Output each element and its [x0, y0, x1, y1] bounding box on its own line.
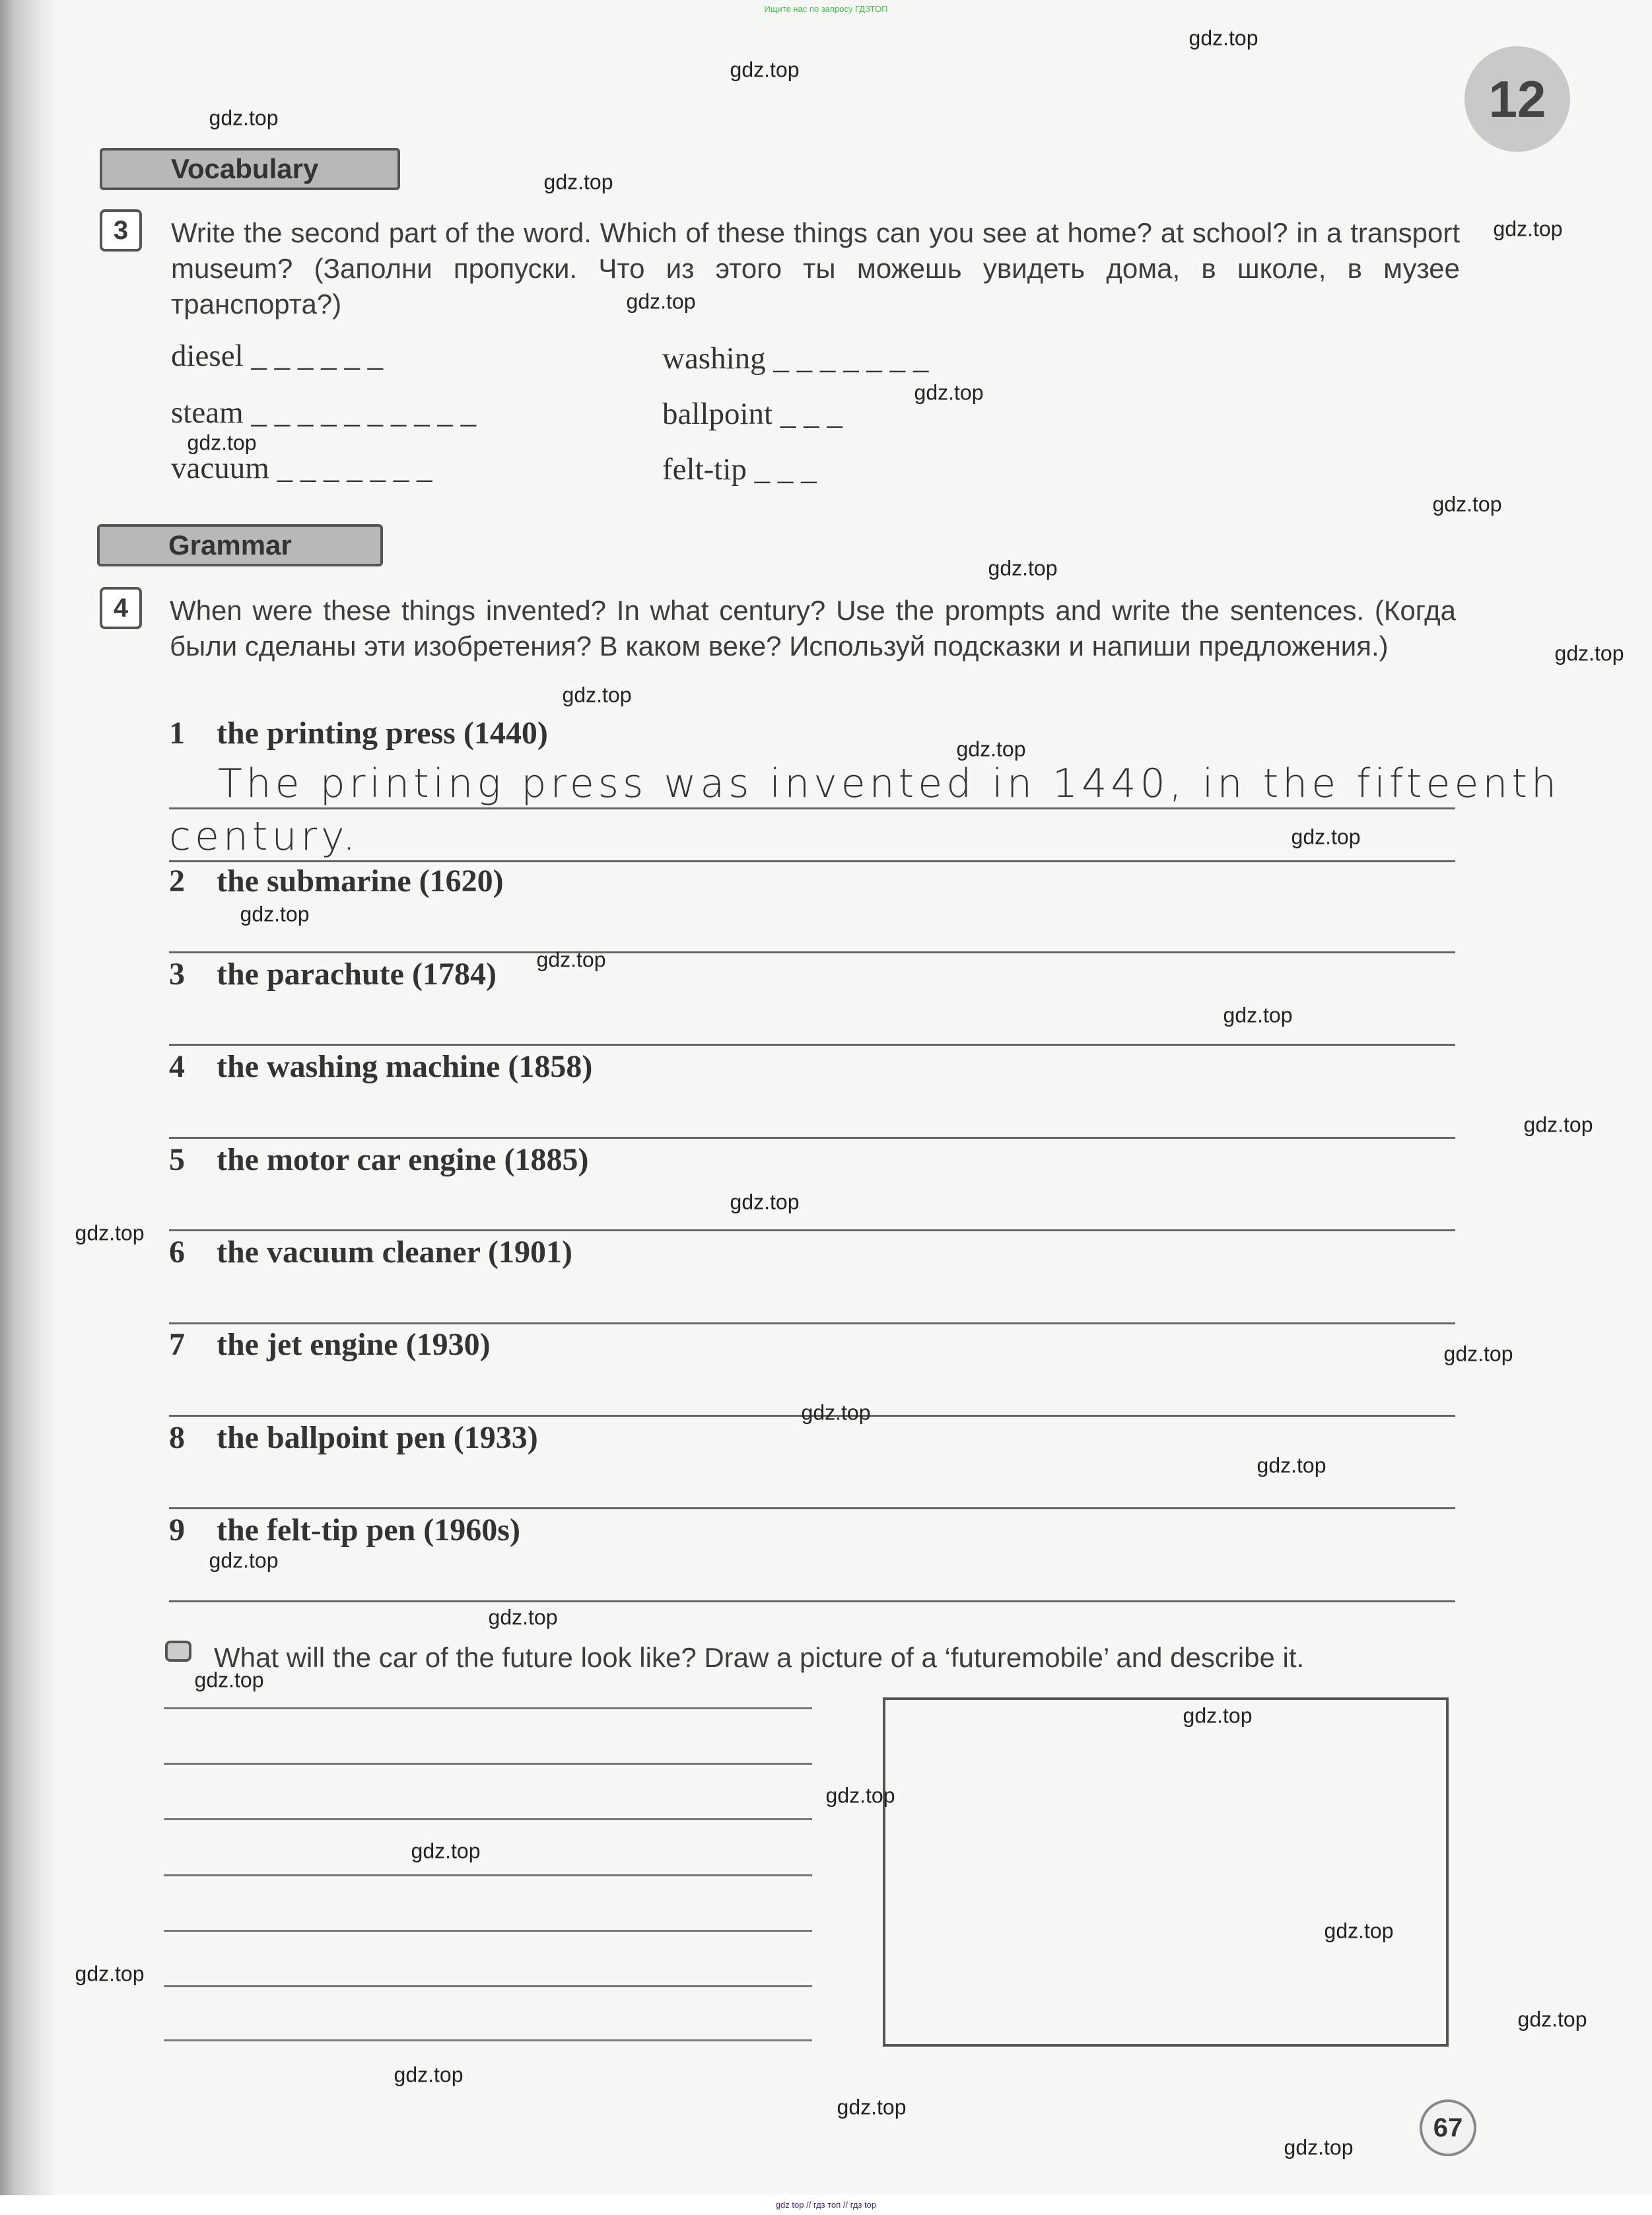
item-prompt: the ballpoint pen (1933): [217, 1420, 538, 1455]
writing-line[interactable]: [164, 1763, 812, 1765]
watermark: gdz.top: [837, 2095, 907, 2119]
watermark: gdz.top: [1523, 1112, 1593, 1137]
watermark: gdz.top: [209, 1548, 279, 1573]
watermark: gdz.top: [187, 430, 257, 455]
watermark: gdz.top: [75, 1221, 145, 1245]
top-note: Ищите нас по запросу ГДЗТОП: [764, 4, 888, 14]
watermark: gdz.top: [626, 289, 696, 314]
handwritten-answer-line-1: The printing press was invented in 1440, in the fifteenth: [218, 761, 1560, 807]
grammar-header: Grammar: [97, 524, 383, 566]
item-number: 4: [169, 1049, 185, 1084]
task-4-number: 4: [100, 587, 142, 629]
watermark: gdz.top: [1432, 492, 1502, 516]
watermark: gdz.top: [1443, 1342, 1513, 1366]
watermark: gdz.top: [956, 737, 1026, 761]
item-prompt: the vacuum cleaner (1901): [217, 1235, 573, 1270]
writing-line[interactable]: [164, 1874, 812, 1876]
watermark: gdz.top: [730, 57, 800, 82]
item-number: 8: [169, 1420, 185, 1455]
watermark: gdz.top: [914, 380, 984, 405]
item-prompt: the motor car engine (1885): [217, 1142, 589, 1177]
watermark: gdz.top: [825, 1783, 895, 1808]
answer-line[interactable]: [169, 1044, 1455, 1046]
task-4-instruction: When were these things invented? In what century? Use the prompts and write the sentences. (Когда были сделаны эти изобретения? В каком веке? Используй подсказки и напиши предложения.): [170, 595, 1456, 662]
bottom-note: gdz top // гдз топ // гдз top: [775, 2200, 877, 2210]
unit-number-badge: 12: [1464, 46, 1570, 152]
item-number: 6: [169, 1235, 185, 1270]
writing-line[interactable]: [164, 2039, 812, 2041]
item-prompt: the parachute (1784): [217, 957, 497, 992]
watermark: gdz.top: [411, 1839, 481, 1863]
watermark: gdz.top: [1256, 1453, 1326, 1478]
writing-line[interactable]: [164, 1930, 812, 1932]
watermark: gdz.top: [536, 947, 606, 972]
answer-line[interactable]: [169, 1507, 1455, 1509]
item-prompt: the felt-tip pen (1960s): [217, 1513, 520, 1548]
invention-item: [169, 863, 504, 899]
item-prompt: the washing machine (1858): [217, 1049, 593, 1084]
invention-item: [169, 1142, 588, 1178]
invention-item: [169, 1512, 520, 1548]
item-number: 3: [169, 957, 185, 992]
watermark: gdz.top: [1324, 1919, 1394, 1943]
answer-line[interactable]: [169, 951, 1455, 953]
watermark: gdz.top: [1554, 641, 1624, 665]
vocab-word-diesel: diesel _ _ _ _ _ _: [171, 339, 384, 373]
invention-item: [169, 715, 548, 751]
watermark: gdz.top: [394, 2062, 464, 2087]
watermark: gdz.top: [1183, 1703, 1253, 1728]
vocab-word-felt-tip: felt-tip _ _ _: [662, 452, 817, 487]
watermark: gdz.top: [240, 902, 310, 926]
book-spine-shadow: [0, 0, 59, 2215]
writing-line[interactable]: [164, 1818, 812, 1820]
invention-item: [169, 1234, 572, 1270]
watermark: gdz.top: [488, 1605, 558, 1629]
item-number: 1: [169, 716, 185, 751]
watermark: gdz.top: [801, 1400, 871, 1425]
item-number: 7: [169, 1327, 185, 1362]
handwritten-answer-line-2: century.: [169, 813, 360, 860]
invention-item: [169, 1048, 592, 1085]
answer-line[interactable]: [169, 1600, 1455, 1602]
vocabulary-header: Vocabulary: [100, 148, 400, 190]
item-prompt: the jet engine (1930): [217, 1327, 491, 1362]
answer-line[interactable]: [169, 1229, 1455, 1231]
watermark: gdz.top: [1188, 26, 1258, 50]
writing-line[interactable]: [164, 1985, 812, 1987]
task-checkbox-icon: [165, 1641, 191, 1662]
vocab-word-steam: steam _ _ _ _ _ _ _ _ _ _: [171, 395, 477, 430]
item-number: 5: [169, 1142, 185, 1177]
answer-line[interactable]: [169, 1322, 1455, 1324]
futuremobile-instruction: What will the car of the future look like? Draw a picture of a ‘futuremobile’ and describe it.: [214, 1642, 1305, 1673]
watermark: gdz.top: [730, 1190, 800, 1214]
page-number: 67: [1420, 2099, 1476, 2156]
answer-line: [169, 860, 1455, 862]
watermark: gdz.top: [562, 683, 632, 707]
watermark: gdz.top: [1493, 217, 1563, 241]
answer-line[interactable]: [169, 1137, 1455, 1139]
writing-line[interactable]: [164, 1707, 812, 1709]
answer-line: [169, 807, 1455, 809]
invention-item: [169, 1419, 538, 1456]
watermark: gdz.top: [1291, 825, 1361, 849]
vocab-word-washing: washing _ _ _ _ _ _ _: [662, 341, 929, 376]
vocab-word-ballpoint: ballpoint _ _ _: [662, 397, 843, 431]
invention-item: [169, 1326, 491, 1363]
item-number: 9: [169, 1513, 185, 1548]
watermark: gdz.top: [1223, 1003, 1293, 1027]
task-3-instruction: Write the second part of the word. Which of these things can you see at home? at school? in a transport museum? (Заполни пропуски. Что из этого ты можешь увидеть дома, в школе, в музее транспорта?): [171, 217, 1460, 320]
watermark: gdz.top: [75, 1961, 145, 1986]
watermark: gdz.top: [209, 106, 279, 130]
item-prompt: the submarine (1620): [217, 864, 504, 899]
watermark: gdz.top: [194, 1668, 264, 1692]
item-prompt: the printing press (1440): [217, 716, 548, 751]
watermark: gdz.top: [1517, 2007, 1587, 2031]
drawing-box[interactable]: [883, 1697, 1449, 2047]
invention-item: [169, 956, 497, 992]
watermark: gdz.top: [988, 556, 1058, 580]
vocab-word-vacuum: vacuum _ _ _ _ _ _ _: [171, 451, 432, 485]
watermark: gdz.top: [543, 170, 613, 194]
watermark: gdz.top: [1284, 2135, 1354, 2160]
task-3-number: 3: [100, 209, 142, 252]
item-number: 2: [169, 864, 185, 899]
